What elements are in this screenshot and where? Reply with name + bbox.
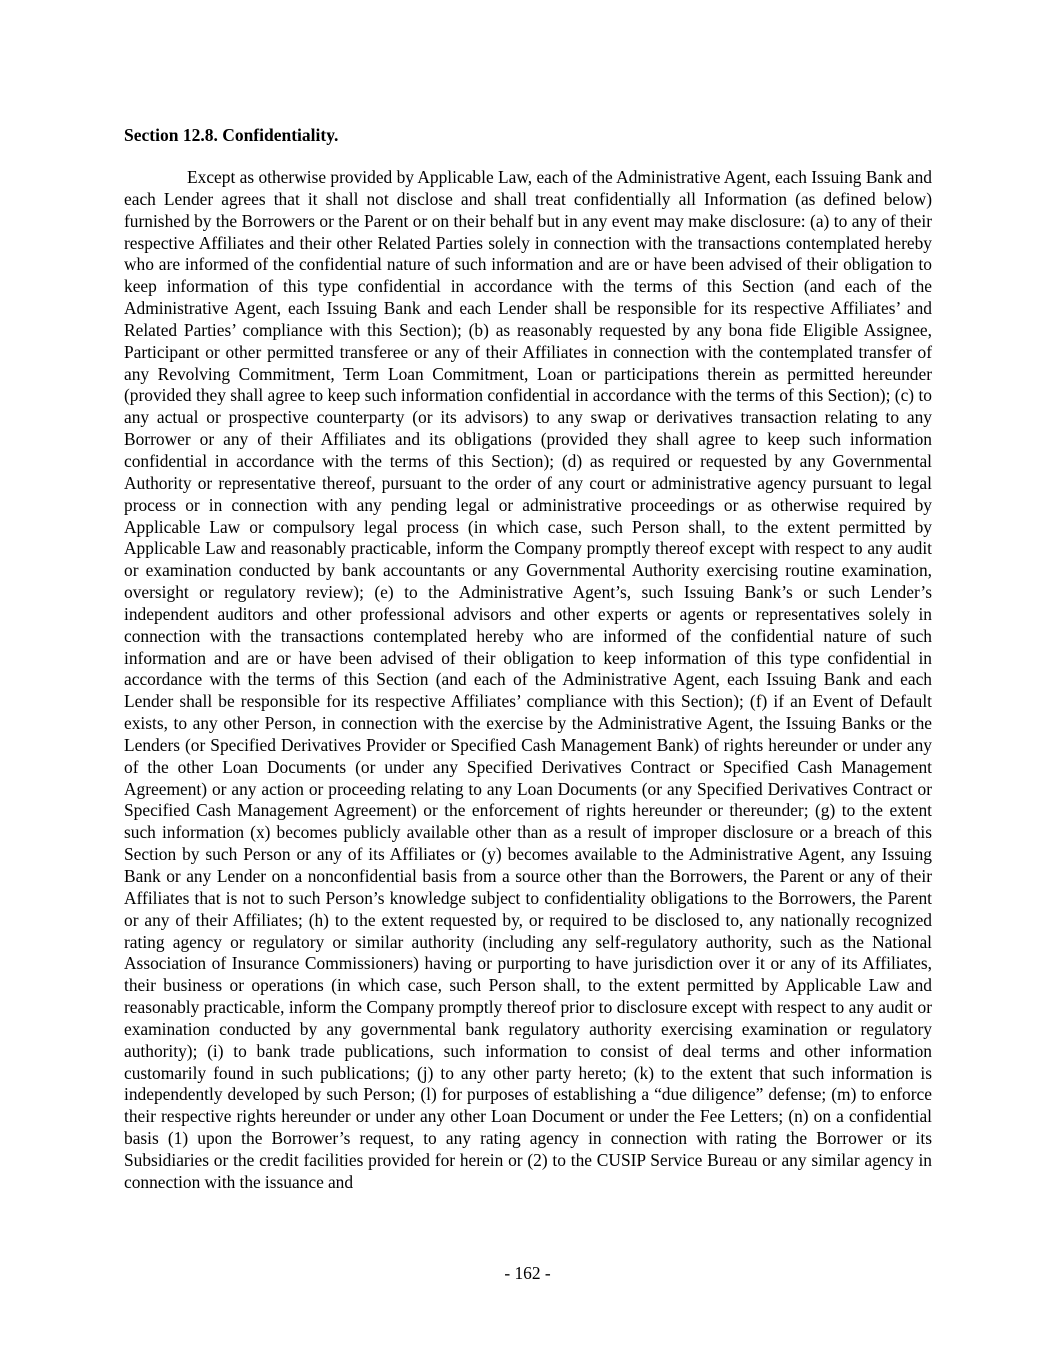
body-paragraph: Except as otherwise provided by Applicable Law, each of the Administrative Agent, each Issuing Bank and each Lender agrees that it shall not disclose and shall treat confidentially all Information (as defined below) furnished by the Borrowers or the Parent or on their behalf but in any event may make disclosure: (a) to any of their respective Affiliates and their other Related Parties solely in connection with the transactions contemplated hereby who are informed of the confidential nature of such information and are or have been advised of their obligation to keep information of this type confidential in accordance with the terms of this Section (and each of the Administrative Agent, each Issuing Bank and each Lender shall be responsible for its respective Affiliates’ and Related Parties’ compliance with this Section); (b) as reasonably requested by any bona fide Eligible Assignee, Participant or other permitted transferee or any of their Affiliates in connection with the contemplated transfer of any Revolving Commitment, Term Loan Commitment, Loan or participations therein as permitted hereunder (provided they shall agree to keep such information confidential in accordance with the terms of this Section); (c) to any actual or prospective counterparty (or its advisors) to any swap or derivatives transaction relating to any Borrower or any of their Affiliates and its obligations (provided they shall agree to keep such information confidential in accordance with the terms of this Section); (d) as required or requested by any Governmental Authority or representative thereof, pursuant to the order of any court or administrative agency pursuant to legal process or in connection with any pending legal or administrative proceedings or as otherwise required by Applicable Law or compulsory legal process (in which case, such Person shall, to the extent permitted by Applicable Law and reasonably practicable, inform the Company promptly thereof except with respect to any audit or examination conducted by bank accountants or any Governmental Authority exercising routine examination, oversight or regulatory review); (e) to the Administrative Agent’s, such Issuing Bank’s or such Lender’s independent auditors and other professional advisors and other experts or agents or representatives solely in connection with the transactions contemplated hereby who are informed of the confidential nature of such information and are or have been advised of their obligation to keep information of this type confidential in accordance with the terms of this Section (and each of the Administrative Agent, each Issuing Bank and each Lender shall be responsible for its respective Affiliates’ compliance with this Section); (f) if an Event of Default exists, to any other Person, in connection with the exercise by the Administrative Agent, the Issuing Banks or the Lenders (or Specified Derivatives Provider or Specified Cash Management Bank) of rights hereunder or under any of the other Loan Documents (or under any Specified Derivatives Contract or Specified Cash Management Agreement) or any action or proceeding relating to any Loan Documents (or any Specified Derivatives Contract or Specified Cash Management Agreement) or the enforcement of rights hereunder or thereunder; (g) to the extent such information (x) becomes publicly available other than as a result of improper disclosure or a breach of this Section by such Person or any of its Affiliates or (y) becomes available to the Administrative Agent, any Issuing Bank or any Lender on a nonconfidential basis from a source other than the Borrowers, the Parent or any of their Affiliates that is not to such Person’s knowledge subject to confidentiality obligations to the Borrowers, the Parent or any of their Affiliates; (h) to the extent requested by, or required to be disclosed to, any nationally recognized rating agency or regulatory or similar authority (including any self-regulatory authority, such as the National Association of Insurance Commissioners) having or purporting to have jurisdiction over it or any of its Affiliates, their business or operations (in which case, such Person shall, to the extent permitted by Applicable Law and reasonably practicable, inform the Company promptly thereof prior to disclosure except with respect to any audit or examination conducted by any governmental bank regulatory authority exercising examination or regulatory authority); (i) to bank trade publications, such information to consist of deal terms and other information customarily found in such publications; (j) to any other party hereto; (k) to the extent that such information is independently developed by such Person; (l) for purposes of establishing a “due diligence” defense; (m) to enforce their respective rights hereunder or under any other Loan Document or under the Fee Letters; (n) on a confidential basis (1) upon the Borrower’s request, to any rating agency in connection with rating the Borrower or its Subsidiaries or the credit facilities provided for herein or (2) to the CUSIP Service Bureau or any similar agency in connection with the issuance and bbox=[124, 167, 932, 1192]
page-number: - 162 - bbox=[504, 1263, 551, 1283]
section-heading: Section 12.8. Confidentiality. bbox=[124, 125, 339, 145]
